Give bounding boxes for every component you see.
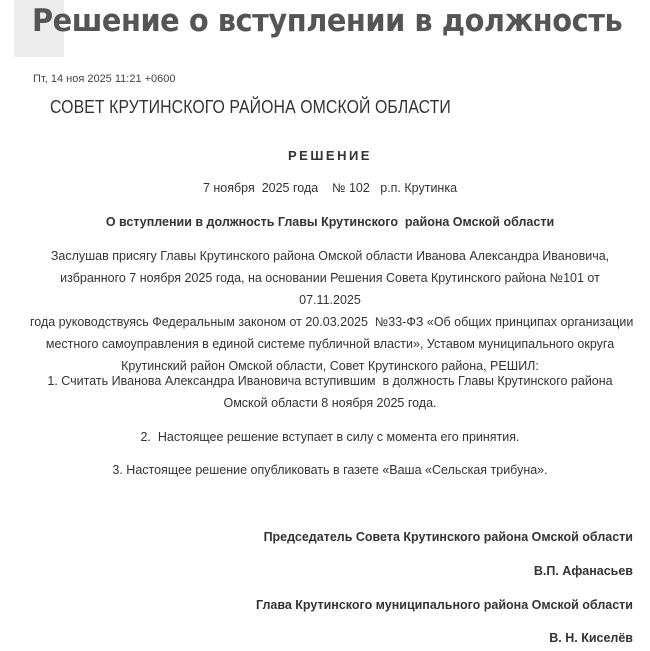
page-title: Решение о вступлении в должность	[32, 3, 623, 39]
document-heading: РЕШЕНИЕ	[288, 148, 372, 163]
body-line: года руководствуясь Федеральным законом от 20.03.2025 №33-ФЗ «Об общих принципах организации	[30, 315, 634, 329]
decision-item-3: 3. Настоящее решение опубликовать в газете «Ваша «Сельская трибуна».	[112, 463, 548, 477]
document-subject: О вступлении в должность Главы Крутинского района Омской области	[105, 215, 555, 229]
decision-item-1	[30, 370, 630, 414]
decision-item-2: 2. Настоящее решение вступает в силу с момента его принятия.	[140, 430, 520, 444]
item-line: Омской области 8 ноября 2025 года.	[223, 396, 437, 410]
item-line: 1. Считать Иванова Александра Ивановича вступившим в должность Главы Крутинского района	[47, 374, 613, 388]
publish-datetime: Пт, 14 ноя 2025 11:21 +0600	[33, 73, 176, 85]
body-line: местного самоуправления в единой системе публичной власти», Уставом муниципального округа	[45, 337, 615, 351]
head-name: В. Н. Киселёв	[549, 631, 633, 645]
chair-title: Председатель Совета Крутинского района Омской области	[263, 530, 633, 544]
head-title: Глава Крутинского муниципального района Омской области	[255, 598, 633, 612]
body-line: избранного 7 ноября 2025 года, на основании Решения Совета Крутинского района №101 от 07.11.2025	[60, 271, 600, 307]
council-name: СОВЕТ КРУТИНСКОГО РАЙОНА ОМСКОЙ ОБЛАСТИ	[50, 97, 451, 117]
document-body-paragraph	[30, 245, 634, 377]
body-line: Заслушав присягу Главы Крутинского района Омской области Иванова Александра Ивановича,	[50, 249, 610, 263]
document-date-number-place: 7 ноября 2025 года № 102 р.п. Крутинка	[202, 181, 458, 195]
chair-name: В.П. Афанасьев	[533, 564, 633, 578]
body-line: Крутинский район Омской области, Совет Крутинского района, РЕШИЛ:	[121, 359, 539, 373]
